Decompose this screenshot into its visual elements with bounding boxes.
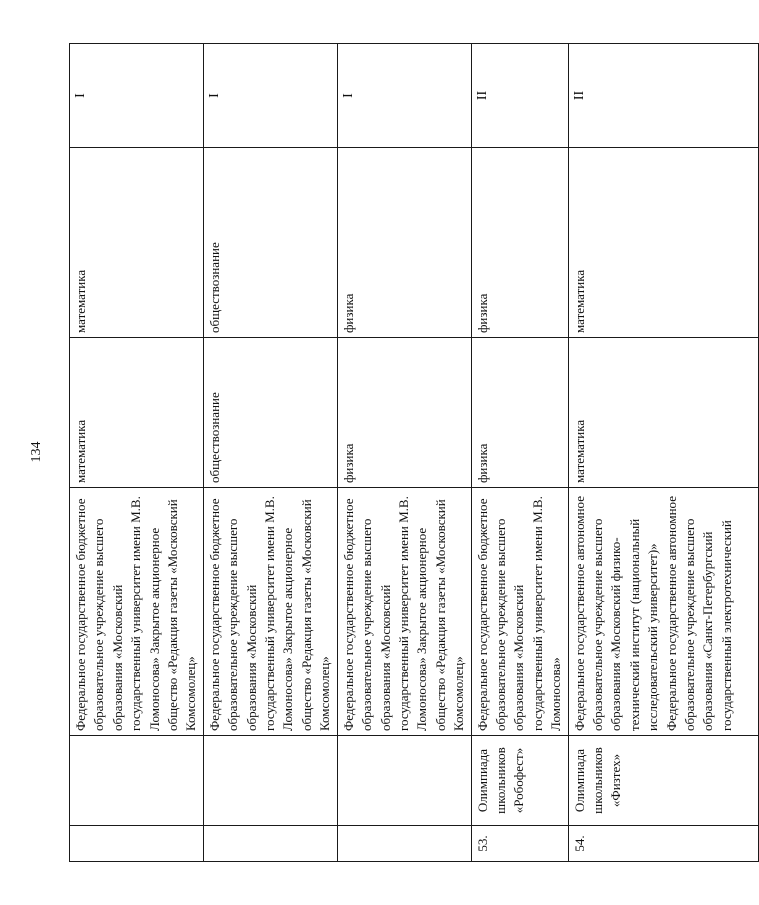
organizer: Федеральное государственное бюджетное образовательное учреждение высшего образования «Московский государственный университет имени М.В. Ломоносова» Закрытое акционерное общество «Редакция газеты «Московский Комсомолец»: [337, 488, 471, 736]
level: I: [70, 44, 204, 148]
table-row: [70, 44, 204, 862]
organizer: Федеральное государственное автономное образовательное учреждение высшего образования «Московский физико-технический институт (национальный исследовательский университет)» Федеральное государственное автономное образовательное учреждение высшего образования «Санкт-Петербургский государственный электротехнический: [568, 488, 758, 736]
row-number: 54.: [568, 826, 758, 862]
row-number: [203, 826, 337, 862]
table-row: [337, 44, 471, 862]
subject: математика: [70, 148, 204, 338]
table-row: [203, 44, 337, 862]
organizer: Федеральное государственное бюджетное образовательное учреждение высшего образования «Московский государственный университет имени М.В. Ломоносова»: [471, 488, 568, 736]
table-row: [568, 44, 758, 862]
organizer: Федеральное государственное бюджетное образовательное учреждение высшего образования «Московский государственный университет имени М.В. Ломоносова» Закрытое акционерное общество «Редакция газеты «Московский Комсомолец»: [70, 488, 204, 736]
subject: обществознание: [203, 148, 337, 338]
organizer: Федеральное государственное бюджетное образовательное учреждение высшего образования «Московский государственный университет имени М.В. Ломоносова» Закрытое акционерное общество «Редакция газеты «Московский Комсомолец»: [203, 488, 337, 736]
level: II: [471, 44, 568, 148]
level: II: [568, 44, 758, 148]
olympiad-name: Олимпиада школьников «Робофест»: [471, 736, 568, 826]
olympiad-name: [70, 736, 204, 826]
profile: физика: [337, 338, 471, 488]
row-number: [337, 826, 471, 862]
olympiad-table: [69, 43, 759, 862]
profile: физика: [471, 338, 568, 488]
level: I: [203, 44, 337, 148]
rotated-page: [69, 44, 734, 862]
row-number: 53.: [471, 826, 568, 862]
subject: математика: [568, 148, 758, 338]
olympiad-name: [203, 736, 337, 826]
page-number: 134: [29, 441, 44, 463]
subject: физика: [471, 148, 568, 338]
profile: математика: [568, 338, 758, 488]
olympiad-name: [337, 736, 471, 826]
olympiad-name: Олимпиада школьников «Физтех»: [568, 736, 758, 826]
level: I: [337, 44, 471, 148]
row-number: [70, 826, 204, 862]
subject: физика: [337, 148, 471, 338]
table-row: [471, 44, 568, 862]
profile: математика: [70, 338, 204, 488]
profile: обществознание: [203, 338, 337, 488]
